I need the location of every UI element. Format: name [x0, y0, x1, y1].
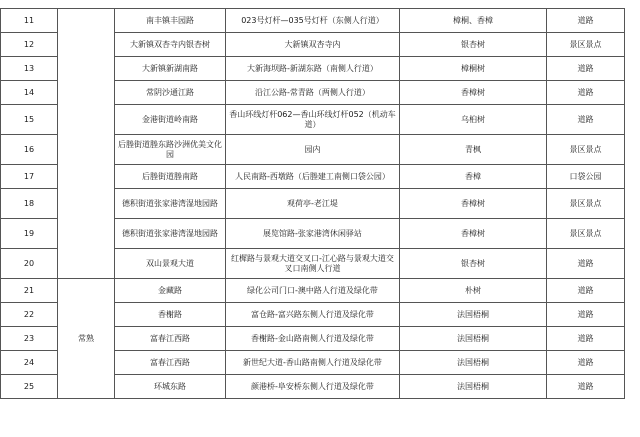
road-name-cell: 富春江西路: [115, 351, 226, 375]
tree-species-cell: 法国梧桐: [400, 303, 547, 327]
road-name-cell: 后塍街道塍东路沙洲优美文化园: [115, 135, 226, 165]
tree-species-cell: 银杏树: [400, 249, 547, 279]
range-cell: 展览馆路-张家港湾休闲驿站: [226, 219, 400, 249]
row-number-cell: 24: [1, 351, 58, 375]
row-number-cell: 12: [1, 33, 58, 57]
type-cell: 道路: [547, 327, 625, 351]
city-cell: [58, 9, 115, 279]
road-name-cell: 金藏路: [115, 279, 226, 303]
type-cell: 道路: [547, 249, 625, 279]
road-name-cell: 大新镇双杏寺内银杏树: [115, 33, 226, 57]
type-cell: 道路: [547, 279, 625, 303]
type-cell: 景区景点: [547, 33, 625, 57]
range-cell: 香榭路-金山路南侧人行道及绿化带: [226, 327, 400, 351]
road-name-cell: 环城东路: [115, 375, 226, 399]
range-cell: 红樨路与景观大道交叉口-江心路与景观大道交叉口南侧人行道: [226, 249, 400, 279]
range-cell: 绿化公司门口-澳中路人行道及绿化带: [226, 279, 400, 303]
row-number-cell: 18: [1, 189, 58, 219]
tree-species-cell: 樟桐、香樟: [400, 9, 547, 33]
road-name-cell: 金港街道岭南路: [115, 105, 226, 135]
type-cell: 道路: [547, 303, 625, 327]
range-cell: 人民南路-西墩路（后塍建工南侧口袋公园）: [226, 165, 400, 189]
range-cell: 大新海坝路-新湖东路（南侧人行道）: [226, 57, 400, 81]
type-cell: 道路: [547, 9, 625, 33]
range-cell: 园内: [226, 135, 400, 165]
range-cell: 沿江公路-常青路（两侧人行道）: [226, 81, 400, 105]
type-cell: 景区景点: [547, 219, 625, 249]
row-number-cell: 11: [1, 9, 58, 33]
road-name-cell: 富春江西路: [115, 327, 226, 351]
tree-species-cell: 法国梧桐: [400, 327, 547, 351]
range-cell: 023号灯杆—035号灯杆（东侧人行道）: [226, 9, 400, 33]
tree-species-cell: 银杏树: [400, 33, 547, 57]
table-body: [1, 9, 625, 399]
type-cell: 口袋公园: [547, 165, 625, 189]
type-cell: 道路: [547, 375, 625, 399]
row-number-cell: 16: [1, 135, 58, 165]
tree-species-cell: 法国梧桐: [400, 375, 547, 399]
tree-species-cell: 香樟: [400, 165, 547, 189]
row-number-cell: 19: [1, 219, 58, 249]
row-number-cell: 15: [1, 105, 58, 135]
range-cell: 颜港桥-阜安桥东侧人行道及绿化带: [226, 375, 400, 399]
row-number-cell: 13: [1, 57, 58, 81]
road-name-cell: 大新镇新湖南路: [115, 57, 226, 81]
type-cell: 道路: [547, 57, 625, 81]
tree-species-cell: 法国梧桐: [400, 351, 547, 375]
tree-species-cell: 香樟树: [400, 81, 547, 105]
row-number-cell: 23: [1, 327, 58, 351]
road-name-cell: 德积街道张家港湾湿地园路: [115, 219, 226, 249]
type-cell: 道路: [547, 81, 625, 105]
row-number-cell: 21: [1, 279, 58, 303]
type-cell: 道路: [547, 351, 625, 375]
row-number-cell: 22: [1, 303, 58, 327]
data-table: [0, 8, 625, 399]
tree-species-cell: 青枫: [400, 135, 547, 165]
tree-species-cell: 香樟树: [400, 189, 547, 219]
table-row: [1, 9, 625, 33]
range-cell: 大新镇双杏寺内: [226, 33, 400, 57]
range-cell: 富仓路-富兴路东侧人行道及绿化带: [226, 303, 400, 327]
row-number-cell: 25: [1, 375, 58, 399]
type-cell: 景区景点: [547, 135, 625, 165]
row-number-cell: 17: [1, 165, 58, 189]
range-cell: 观荷亭-老江堤: [226, 189, 400, 219]
range-cell: 新世纪大道-香山路南侧人行道及绿化带: [226, 351, 400, 375]
table-row: [1, 279, 625, 303]
tree-species-cell: 乌桕树: [400, 105, 547, 135]
row-number-cell: 14: [1, 81, 58, 105]
road-name-cell: 双山景观大道: [115, 249, 226, 279]
road-name-cell: 香榭路: [115, 303, 226, 327]
road-name-cell: 后塍街道塍南路: [115, 165, 226, 189]
range-cell: 香山环线灯杆062—香山环线灯杆052（机动车道）: [226, 105, 400, 135]
tree-species-cell: 香樟树: [400, 219, 547, 249]
road-name-cell: 常阴沙通江路: [115, 81, 226, 105]
tree-species-cell: 樟桐树: [400, 57, 547, 81]
row-number-cell: 20: [1, 249, 58, 279]
road-name-cell: 德积街道张家港湾湿地园路: [115, 189, 226, 219]
city-cell: 常熟: [58, 279, 115, 399]
type-cell: 景区景点: [547, 189, 625, 219]
type-cell: 道路: [547, 105, 625, 135]
road-name-cell: 南丰镇丰园路: [115, 9, 226, 33]
tree-species-cell: 朴树: [400, 279, 547, 303]
